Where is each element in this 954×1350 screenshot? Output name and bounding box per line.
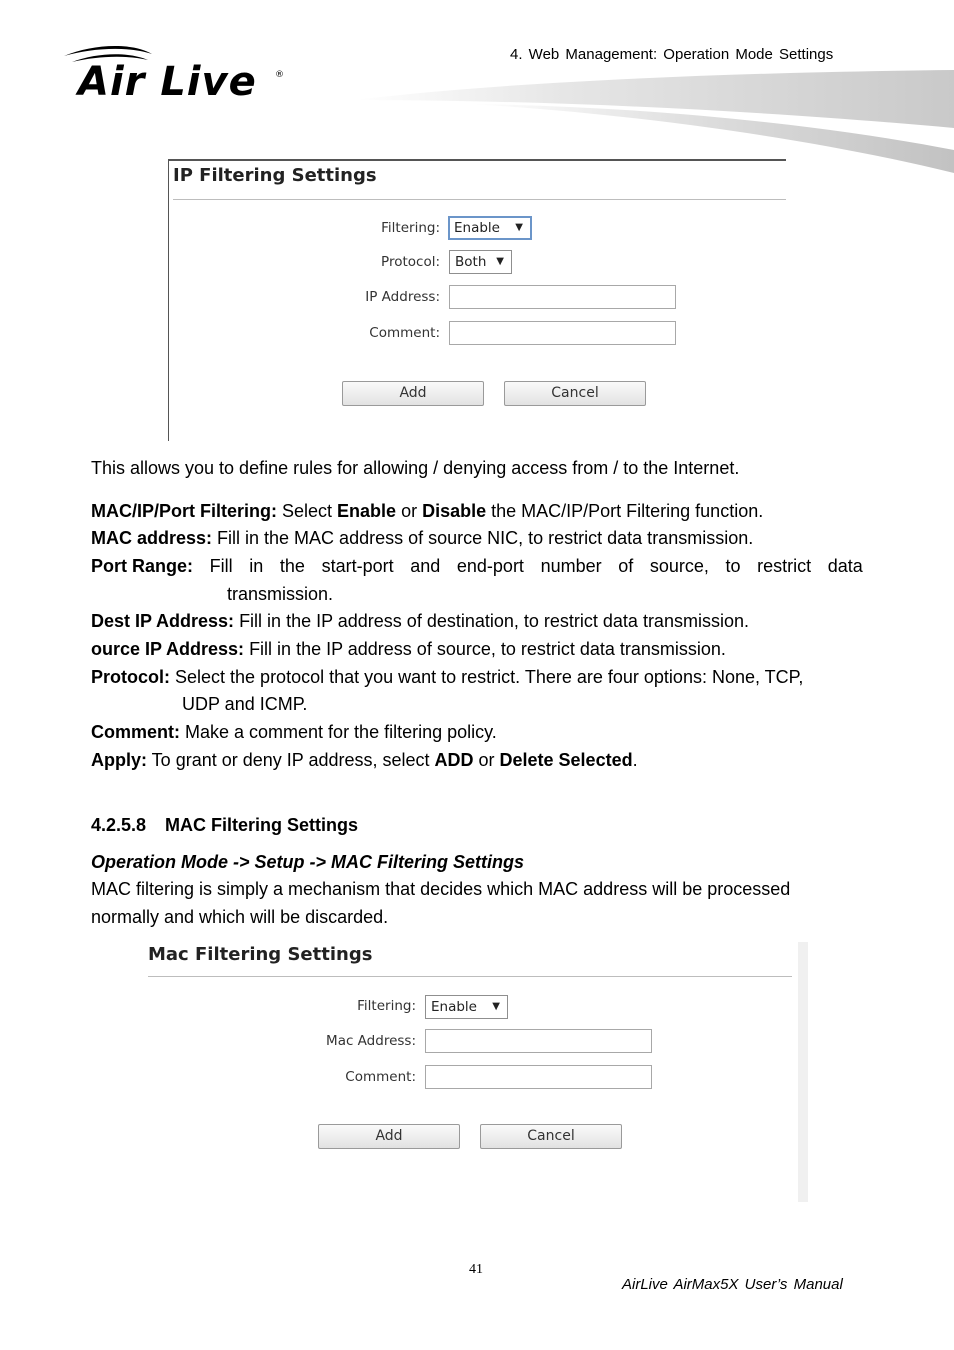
word: source, [649, 556, 709, 576]
word: of [618, 556, 634, 576]
section-number: 4.2.5.8 [91, 815, 147, 835]
term: Apply: [91, 750, 147, 770]
protocol-select[interactable] [449, 250, 512, 274]
menu-path: Operation Mode -> Setup -> MAC Filtering Settings [91, 852, 525, 872]
word: in [249, 556, 264, 576]
protocol-select-value: Both [455, 254, 487, 270]
word: start-port [321, 556, 394, 576]
word: Fill [209, 556, 233, 576]
filtering-select-value: Enable [454, 220, 500, 236]
word: number [540, 556, 602, 576]
word: data [827, 556, 863, 576]
text: or [396, 501, 423, 521]
protocol-continuation: UDP and ICMP. [182, 694, 308, 714]
enable-term: Enable [337, 501, 397, 521]
comment-input[interactable] [449, 321, 676, 345]
word: restrict [757, 556, 812, 576]
filtering-select[interactable] [425, 995, 508, 1019]
add-term: ADD [434, 750, 474, 770]
protocol-label: Protocol: [381, 254, 440, 270]
source-ip-definition [91, 638, 726, 660]
ip-address-input[interactable] [449, 285, 676, 309]
text: Fill in the IP address of source, to restrict data transmission. [244, 639, 726, 659]
apply-definition [91, 749, 638, 771]
disable-term: Disable [422, 501, 487, 521]
text: Fill in the MAC address of source NIC, to restrict data transmission. [212, 528, 754, 548]
dest-ip-definition [91, 610, 749, 632]
comment-label: Comment: [345, 1069, 416, 1085]
filtering-select-value: Enable [431, 999, 477, 1015]
port-range-definition [91, 555, 863, 577]
manual-footer: AirLive AirMax5X User’s Manual [622, 1276, 843, 1293]
text: . [632, 750, 638, 770]
chevron-down-icon: ▼ [492, 1001, 500, 1012]
ip-filtering-screenshot [168, 159, 786, 441]
term: MAC address: [91, 528, 213, 548]
mac-filtering-title: Mac Filtering Settings [148, 944, 373, 965]
term: Dest IP Address: [91, 611, 235, 631]
port-range-continuation: transmission. [227, 584, 334, 604]
chevron-down-icon: ▼ [515, 222, 523, 233]
protocol-definition [91, 666, 803, 688]
word: to [725, 556, 741, 576]
scrollbar-track[interactable] [798, 942, 808, 1202]
panel-top-border [168, 159, 786, 161]
word: and [410, 556, 441, 576]
filtering-select[interactable] [448, 216, 532, 240]
text: the MAC/IP/Port Filtering function. [486, 501, 764, 521]
comment-input[interactable] [425, 1065, 652, 1089]
section-title: MAC Filtering Settings [165, 815, 359, 835]
filtering-label: Filtering: [357, 998, 416, 1014]
logo-registered-mark: ® [275, 70, 284, 80]
term: Comment: [91, 722, 180, 742]
mac-address-label: Mac Address: [326, 1033, 416, 1049]
filtering-label: Filtering: [381, 220, 440, 236]
title-divider [148, 976, 792, 977]
add-button[interactable]: Add [342, 381, 484, 406]
section-heading [91, 814, 358, 836]
mac-description-line-1: MAC filtering is simply a mechanism that decides which MAC address will be processed [91, 879, 791, 899]
intro-paragraph: This allows you to define rules for allowing / denying access from / to the Internet. [91, 458, 740, 478]
mac-filtering-screenshot [148, 940, 808, 1202]
word: the [279, 556, 305, 576]
chapter-header: 4. Web Management: Operation Mode Settings [510, 46, 834, 63]
term: Port Range: [91, 556, 194, 576]
text: Make a comment for the filtering policy. [180, 722, 497, 742]
ip-filtering-title: IP Filtering Settings [173, 165, 377, 186]
mac-description-line-2: normally and which will be discarded. [91, 907, 389, 927]
add-button[interactable]: Add [318, 1124, 460, 1149]
term: MAC/IP/Port Filtering: [91, 501, 277, 521]
title-divider [173, 199, 786, 200]
term: Protocol: [91, 667, 170, 687]
comment-label: Comment: [369, 325, 440, 341]
comment-definition [91, 721, 497, 743]
ip-address-label: IP Address: [365, 289, 440, 305]
text: Select [277, 501, 338, 521]
mac-address-definition [91, 527, 753, 549]
chevron-down-icon: ▼ [496, 256, 504, 267]
airlive-logo: Air Live [78, 59, 257, 105]
panel-left-border [168, 159, 169, 441]
text: To grant or deny IP address, select [147, 750, 435, 770]
text: Fill in the IP address of destination, to restrict data transmission. [234, 611, 749, 631]
text: or [473, 750, 500, 770]
word: end-port [456, 556, 524, 576]
page-number: 41 [469, 1262, 483, 1277]
mac-address-input[interactable] [425, 1029, 652, 1053]
delete-selected-term: Delete Selected [499, 750, 633, 770]
cancel-button[interactable]: Cancel [480, 1124, 622, 1149]
term: ource IP Address: [91, 639, 245, 659]
text: Select the protocol that you want to restrict. There are four options: None, TCP, [170, 667, 804, 687]
mac-ip-port-definition [91, 500, 763, 522]
cancel-button[interactable]: Cancel [504, 381, 646, 406]
